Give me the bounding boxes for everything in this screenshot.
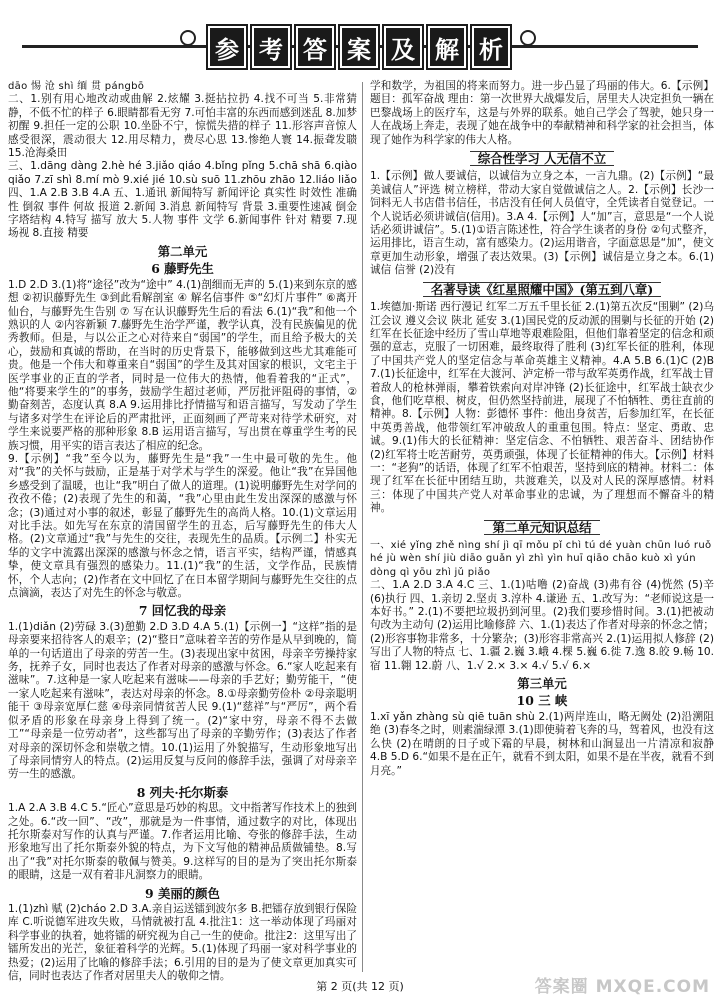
section-heading-box bbox=[370, 520, 714, 536]
right-column bbox=[370, 80, 714, 972]
answer-paragraph: 1.A 2.A 3.B 4.C 5.“匠心”意思是巧妙的构思。文中指著写作技术上的独到之处。6.“改一回”、“改”，那就是为一件事情，通过数字的对比，体现出托尔斯泰对写作的认真与严谨。7.作者运用比喻、夸张的修辞手法，生动形象地写出了托尔斯泰外貌的特点，为下文写他的精神品质做铺垫。8.写出了“我”对托尔斯泰的敬佩与赞美。9.这样写的目的是为了突出托尔斯泰的眼睛，这是一双有着非凡洞察力的眼睛。 bbox=[8, 802, 357, 882]
title-char: 及 bbox=[384, 26, 422, 68]
answer-paragraph: 1.(1)diǎn (2)劳碌 3.(3)憩勤 2.D 3.D 4.A 5.(1)【示例一】“这样”指的是母亲要来招待客人的艰辛；(2)“整日”意味着辛苦的劳作是从早到晚的，简单的一句话道出了母亲的劳苦一生。(3)表现出家中贫困，母亲辛劳操持家务，抚养子女，同时也表达了作者对母亲的感激与怀念。6.“家人吃起来有滋味”。7.这种是一家人吃起来有滋味——母亲的手艺好；勤劳能干，“使一家人吃起来有滋味”，表达对母亲的怀念。8.①母亲勤劳俭朴 ②母亲聪明能干 ③母亲宽厚仁慈 ④母亲同情贫苦人民 9.(1)“慈祥”与“严厉”，两个看似矛盾的形象在母亲身上得到了统一。(2)“家中穷，母亲不得不去做工”“母亲是一位劳动者”，这些都写出了母亲的辛勤劳作；(3)表达了作者对母亲的深切怀念和崇敬之情。10.(1)运用了外貌描写，生动形象地写出了母亲同情穷人的特点。(2)运用反复与反问的修辞手法，强调了对母亲辛劳一生的感激。 bbox=[8, 620, 357, 781]
section-heading-box bbox=[370, 151, 714, 167]
answer-paragraph: 学和数学，为祖国的将来而努力。进一步凸显了玛丽的伟大。6.【示例】题目：孤军奋战 理由：第一次世界大战爆发后，居里夫人决定担负一辆在巴黎战场上的医疗车，这是与外界的联系。她自己学会了驾驶，她只身一人在战场上奔走，表现了她在战争中的奉献精神和科学家的社会担当，体现了她作为科学家的伟大人格。 bbox=[370, 80, 714, 146]
answer-paragraph: 1.埃德加·斯诺 西行漫记 红军二万五千里长征 2.(1)第五次反“围剿” (2)乌江会议 遵义会议 陕北 延安 3.(1)国民党的反动派的围剿与长征的开始 (2)红军在长征途中经历了雪山草地等艰难险阻，但他们靠着坚定的信念和顽强的意志，克服了一切困难，最终取得了胜利 (3)红军长征的胜利，体现了中国共产党人的坚定信念与革命英雄主义精神。4.A 5.B 6.(1)C (2)B 7.(1)长征途中，红军在大渡河、泸定桥一带与敌军英勇作战，红军战士冒着敌人的枪林弹雨，攀着铁索向对岸冲锋 (2)长征途中，红军战士缺衣少食，他们吃草根、树皮，但仍然坚持前进，展现了不怕牺牲、勇往直前的精神。8.【示例】人物：彭德怀 事件：他出身贫苦，后参加红军，在长征中英勇善战，他带领红军冲破敌人的重重包围。特点：坚定、勇敢、忠诚。9.(1)伟大的长征精神：坚定信念、不怕牺牲、艰苦奋斗、团结协作 (2)红军将士吃苦耐劳，英勇顽强，体现了长征精神的伟大。【示例】材料一：“老狗”的话语，体现了红军不怕艰苦，坚持到底的精神。材料二：体现了红军在长征中团结互助，共渡难关，以及对人民的深厚感情。材料三：体现了中国共产党人对革命事业的忠诚，为了理想而不懈奋斗的精神。 bbox=[370, 301, 714, 515]
page-header bbox=[0, 0, 720, 80]
answer-paragraph: 1.(1)zhì 赋 (2)cháo 2.D 3.A.亲自运送镭到波尔多 B.把镭存放到银行保险库 C.听说德军进攻失败，马情就被打乱 4.批注1：这一举动体现了玛丽对科学事业的执着，她将镭的研究视为自己一生的使命。批注2：这里写出了镭所发出的光芒，象征着科学的光辉。5.(1)体现了玛丽一家对科学事业的热爱；(2)运用了比喻的修辞手法；6.引用的目的是为了使文章更加真实可信，同时也表达了作者对居里夫人的敬仰之情。 bbox=[8, 902, 357, 982]
header-deco-right bbox=[520, 30, 536, 46]
page-number: 第 2 页(共 12 页) bbox=[306, 980, 414, 993]
answer-paragraph: 1.【示例】做人要诚信，以诚信为立身之本，一言九鼎。(2)【示例】“最美诚信人”评选 树立榜样，带动大家自觉做诚信之人。2.【示例】长沙一饲料无人书店借书信任，书店没有任何人员值守，全凭读者自觉登记。一个人说话必须讲诚信(信用)。3.A 4.【示例】人“加”言，意思是“一个人说话必须讲诚信”。5.(1)①语言陈述性，符合学生谈者的身份 ②句式整齐，运用排比，语言生动，富有感染力。(2)运用谐音，字面意思是“加”，使文章更加生动形象，增强了表达效果。(3)【示例】诚信是立身之本。6.(1)诚信 信誉 (2)没有 bbox=[370, 170, 714, 277]
column-divider bbox=[362, 82, 363, 972]
title-char: 考 bbox=[252, 26, 290, 68]
title-char: 参 bbox=[208, 26, 246, 68]
lesson-heading: 9 美丽的颜色 bbox=[145, 885, 220, 901]
answer-paragraph: 三、1.dāng dàng 2.hè hé 3.jiǎo qiáo 4.bǐng pǐng 5.chā shā 6.qiào qiǎo 7.zī shì 8.mí mò 9.xié jié 10.sù suō 11.zhōu zhāo 12.liáo liǎo 四、1.A 2.B 3.B 4.A 五、1.通讯 新闻特写 新闻评论 真实性 时效性 准确性 倒叙 事件 何故 报道 2.新闻 3.消息 新闻特写 背景 3.重要性速减 倒金字塔结构 4.特写 描写 放大 5.人物 事件 文学 6.新闻事件 针对 精要 7.现场视 8.直接 精要 bbox=[8, 160, 357, 240]
lesson-heading: 10 三 峡 bbox=[516, 693, 568, 709]
unit-heading: 第三单元 bbox=[517, 676, 567, 692]
header-title bbox=[208, 26, 510, 68]
section-heading: 第二单元知识总结 bbox=[484, 520, 599, 535]
title-char: 解 bbox=[428, 26, 466, 68]
title-char: 案 bbox=[340, 26, 378, 68]
lesson-heading: 6 藤野先生 bbox=[151, 261, 214, 277]
answer-paragraph: 1.D 2.D 3.(1)将“途径”改为“途中” 4.(1)剖细而无声的 5.(1)来到东京的感想 ②初识藤野先生 ③到此看解剖室 ④ 解名信事件 ⑤“幻灯片事件” ⑥离开仙台，与藤野先生告别 ⑦ 写在认识藤野先生后的看法 6.(1)“我”和他一个熟识的人 ②内容新颖 7.藤野先生治学严谨，教学认真，没有民族偏见的优秀教师。但是，与以公正之心对待来自“弱国”的学生，而且给予极大的关心，鼓励和真诚的帮助，在当时的历史背景下，能够做到这些尤其难能可贵。他是一个伟大和尊重来自“弱国”的学生及其对国家的根识，文宅主于医学事业的正直的学者，同时是一位伟大的热情，他看着我的“正式”，他“将要来学生的”的事务，鼓励学生超过老师，严厉批评阻碍的事情，② 勤奋刻苦，态度认真 8.A 9.运用排比抒情描写和语言描写，写发动了学生与诸多对学生在评论后的严肃批评，正面刻画了严苛来对待学术研究，对学生来说要严格的那种形象 8.B 运用语言描写，写出贯在尊重学生考的民族习惯，用平实的语言表达了相应的纪念。 bbox=[8, 278, 357, 452]
section-heading: 综合性学习 人无信不立 bbox=[470, 151, 614, 166]
pinyin-line: dāo 惕 沧 shì 缅 贯 pángbō bbox=[8, 81, 145, 92]
title-char: 析 bbox=[472, 26, 510, 68]
watermark: 答案圈 MXQE.COM bbox=[534, 977, 710, 997]
section-heading: 名著导读《红星照耀中国》(第五到八章) bbox=[423, 282, 661, 297]
section-heading-box bbox=[370, 282, 714, 298]
answer-paragraph: 二、1.A 2.D 3.A 4.C 三、1.(1)咕噜 (2)奋战 (3)弗有谷 (4)恍然 (5)辛 (6)执行 四、1.亲切 2.坚贞 3.淳朴 4.谦逊 五、1.改写为：“老师说这是一本好书。” 2.(1)不要把垃圾扔到河里。(2)我们要珍惜时间。3.(1)把被动句改为主动句 (2)运用比喻修辞 六、1.(1)表达了作者对母亲的怀念之情；(2)形容事物非常多，十分繁杂；(3)形容非常高兴 2.(1)运用拟人修辞 (2)写出了人物的特点 七、1.疆 2.巍 3.峨 4.棵 5.巍 6.徙 7.逸 8.皎 9.畅 10.宿 11.翱 12.蔚 八、1.√ 2.× 3.× 4.√ 5.√ 6.× bbox=[370, 579, 714, 672]
left-column bbox=[8, 80, 357, 982]
answer-paragraph: 二、1.别有用心地改动或曲解 2.炫耀 3.挺拈拉扔 4.找不可当 5.非常猜静，不低不忙的样子 6.眼睛都看无穷 7.可怕丰富的东西而感到迷乱 8.加梦初醒 9.担任一定的公职 10.坐卧不宁，惊慌失措的样子 11.形容声音惊人感受很深，震动很大 12.用尽精力，费尽心思 13.惨绝人寰 14.振聋发聩 15.沧海桑田 bbox=[8, 93, 357, 160]
header-deco-left bbox=[180, 30, 196, 46]
lesson-heading: 7 回忆我的母亲 bbox=[138, 603, 227, 619]
answer-paragraph: 1.xī yǎn zhàng sù qiē tuān shù 2.(1)两岸连山，略无阙处 (2)沿溯阻绝 (3)春冬之时，则素湍绿潭 3.(1)即使骑着飞奔的马，驾着风，也没有这么快 (2)在晴朗的日子或下霜的早晨，树林和山涧显出一片清凉和寂静 4.B 5.D 6.“如果不是在正午，就看不到太阳，如果不是在半夜，就看不到月亮。” bbox=[370, 710, 714, 777]
lesson-heading: 8 列夫·托尔斯泰 bbox=[136, 784, 229, 800]
pinyin-line: 一、xié yǐng zhě nìng shí jì qī mǒu pǐ chì tú dé yuàn chūn luó ruǒ hé jù wèn shí jiù diāo guǎn yì zhì yìn huī qiāo chāo kuò xì yún dòng qì yōu zhì jǔ piǎo bbox=[370, 540, 712, 578]
answer-paragraph: 9.【示例】“我”至今以为，藤野先生是“我”一生中最可敬的先生。他对“我”的关怀与鼓励，正是基于对学术与学生的深爱。他让“我”在异国他乡感受到了温暖，也让“我”明白了做人的道理。(1)说明藤野先生对学问的孜孜不倦；(2)表现了先生的和蔼，“我”心里由此生发出深深的感激与怀念；(3)通过对小事的叙述，彰显了藤野先生的高尚人格。10.(1)文章运用对比手法。如先写在东京的清国留学生的丑态，后写藤野先生的伟大人格。(2)文章通过“我”与先生的交往，表现先生的品质。【示例二】朴实无华的文字中流露出深深的感激与怀念之情，语言平实，结构严谨，情感真挚，使文章具有强烈的感染力。11.(1)“我”的生活，文学作品，民族情怀，个人志向；(2)作者在文中回忆了在日本留学期间与藤野先生交往的点点滴滴，表达了对先生的怀念与敬意。 bbox=[8, 452, 357, 600]
unit-heading: 第二单元 bbox=[157, 243, 208, 259]
title-char: 答 bbox=[296, 26, 334, 68]
